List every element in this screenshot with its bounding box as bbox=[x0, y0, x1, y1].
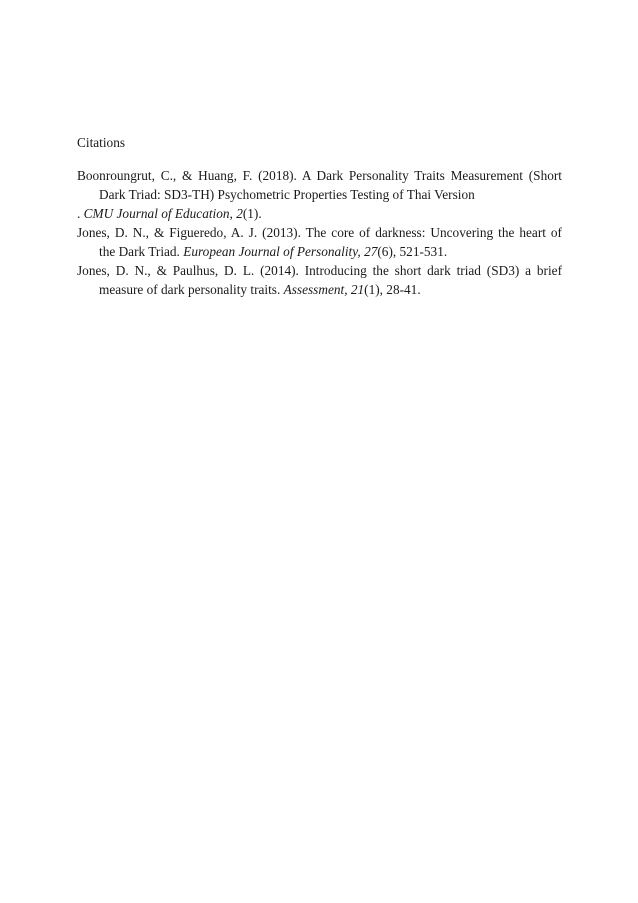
reference-line: Jones, D. N., & Paulhus, D. L. (2014). Introducing the short dark triad (SD3) a brief bbox=[77, 263, 562, 278]
reference-item bbox=[77, 223, 562, 261]
reference-line bbox=[77, 204, 562, 223]
issue-pages: (1). bbox=[242, 206, 262, 221]
reference-line: Jones, D. N., & Figueredo, A. J. (2013). The core of darkness: Uncovering the heart of bbox=[77, 225, 562, 240]
page-title: Citations bbox=[77, 135, 126, 150]
reference-line bbox=[77, 242, 562, 261]
reference-item bbox=[77, 166, 562, 223]
reference-list bbox=[77, 166, 562, 299]
journal-volume: 27 bbox=[364, 244, 378, 259]
issue-pages: (6), 521-531. bbox=[377, 244, 448, 259]
journal-volume: 2 bbox=[236, 206, 243, 221]
reference-text: the Dark Triad. bbox=[99, 244, 184, 259]
reference-text: . bbox=[77, 206, 84, 221]
journal-volume: 21 bbox=[350, 282, 365, 297]
issue-pages: (1), 28-41. bbox=[364, 282, 421, 297]
journal-title: European Journal of Personality, bbox=[183, 244, 361, 259]
reference-text: measure of dark personality traits. bbox=[99, 282, 284, 297]
reference-line: Dark Triad: SD3-TH) Psychometric Properties Testing of Thai Version bbox=[99, 187, 475, 202]
reference-line bbox=[77, 280, 562, 299]
reference-line: Boonroungrut, C., & Huang, F. (2018). A Dark Personality Traits Measurement (Short bbox=[77, 168, 562, 183]
journal-title: Assessment, bbox=[283, 282, 348, 297]
journal-title: CMU Journal of Education, bbox=[83, 206, 233, 221]
reference-item bbox=[77, 261, 562, 299]
